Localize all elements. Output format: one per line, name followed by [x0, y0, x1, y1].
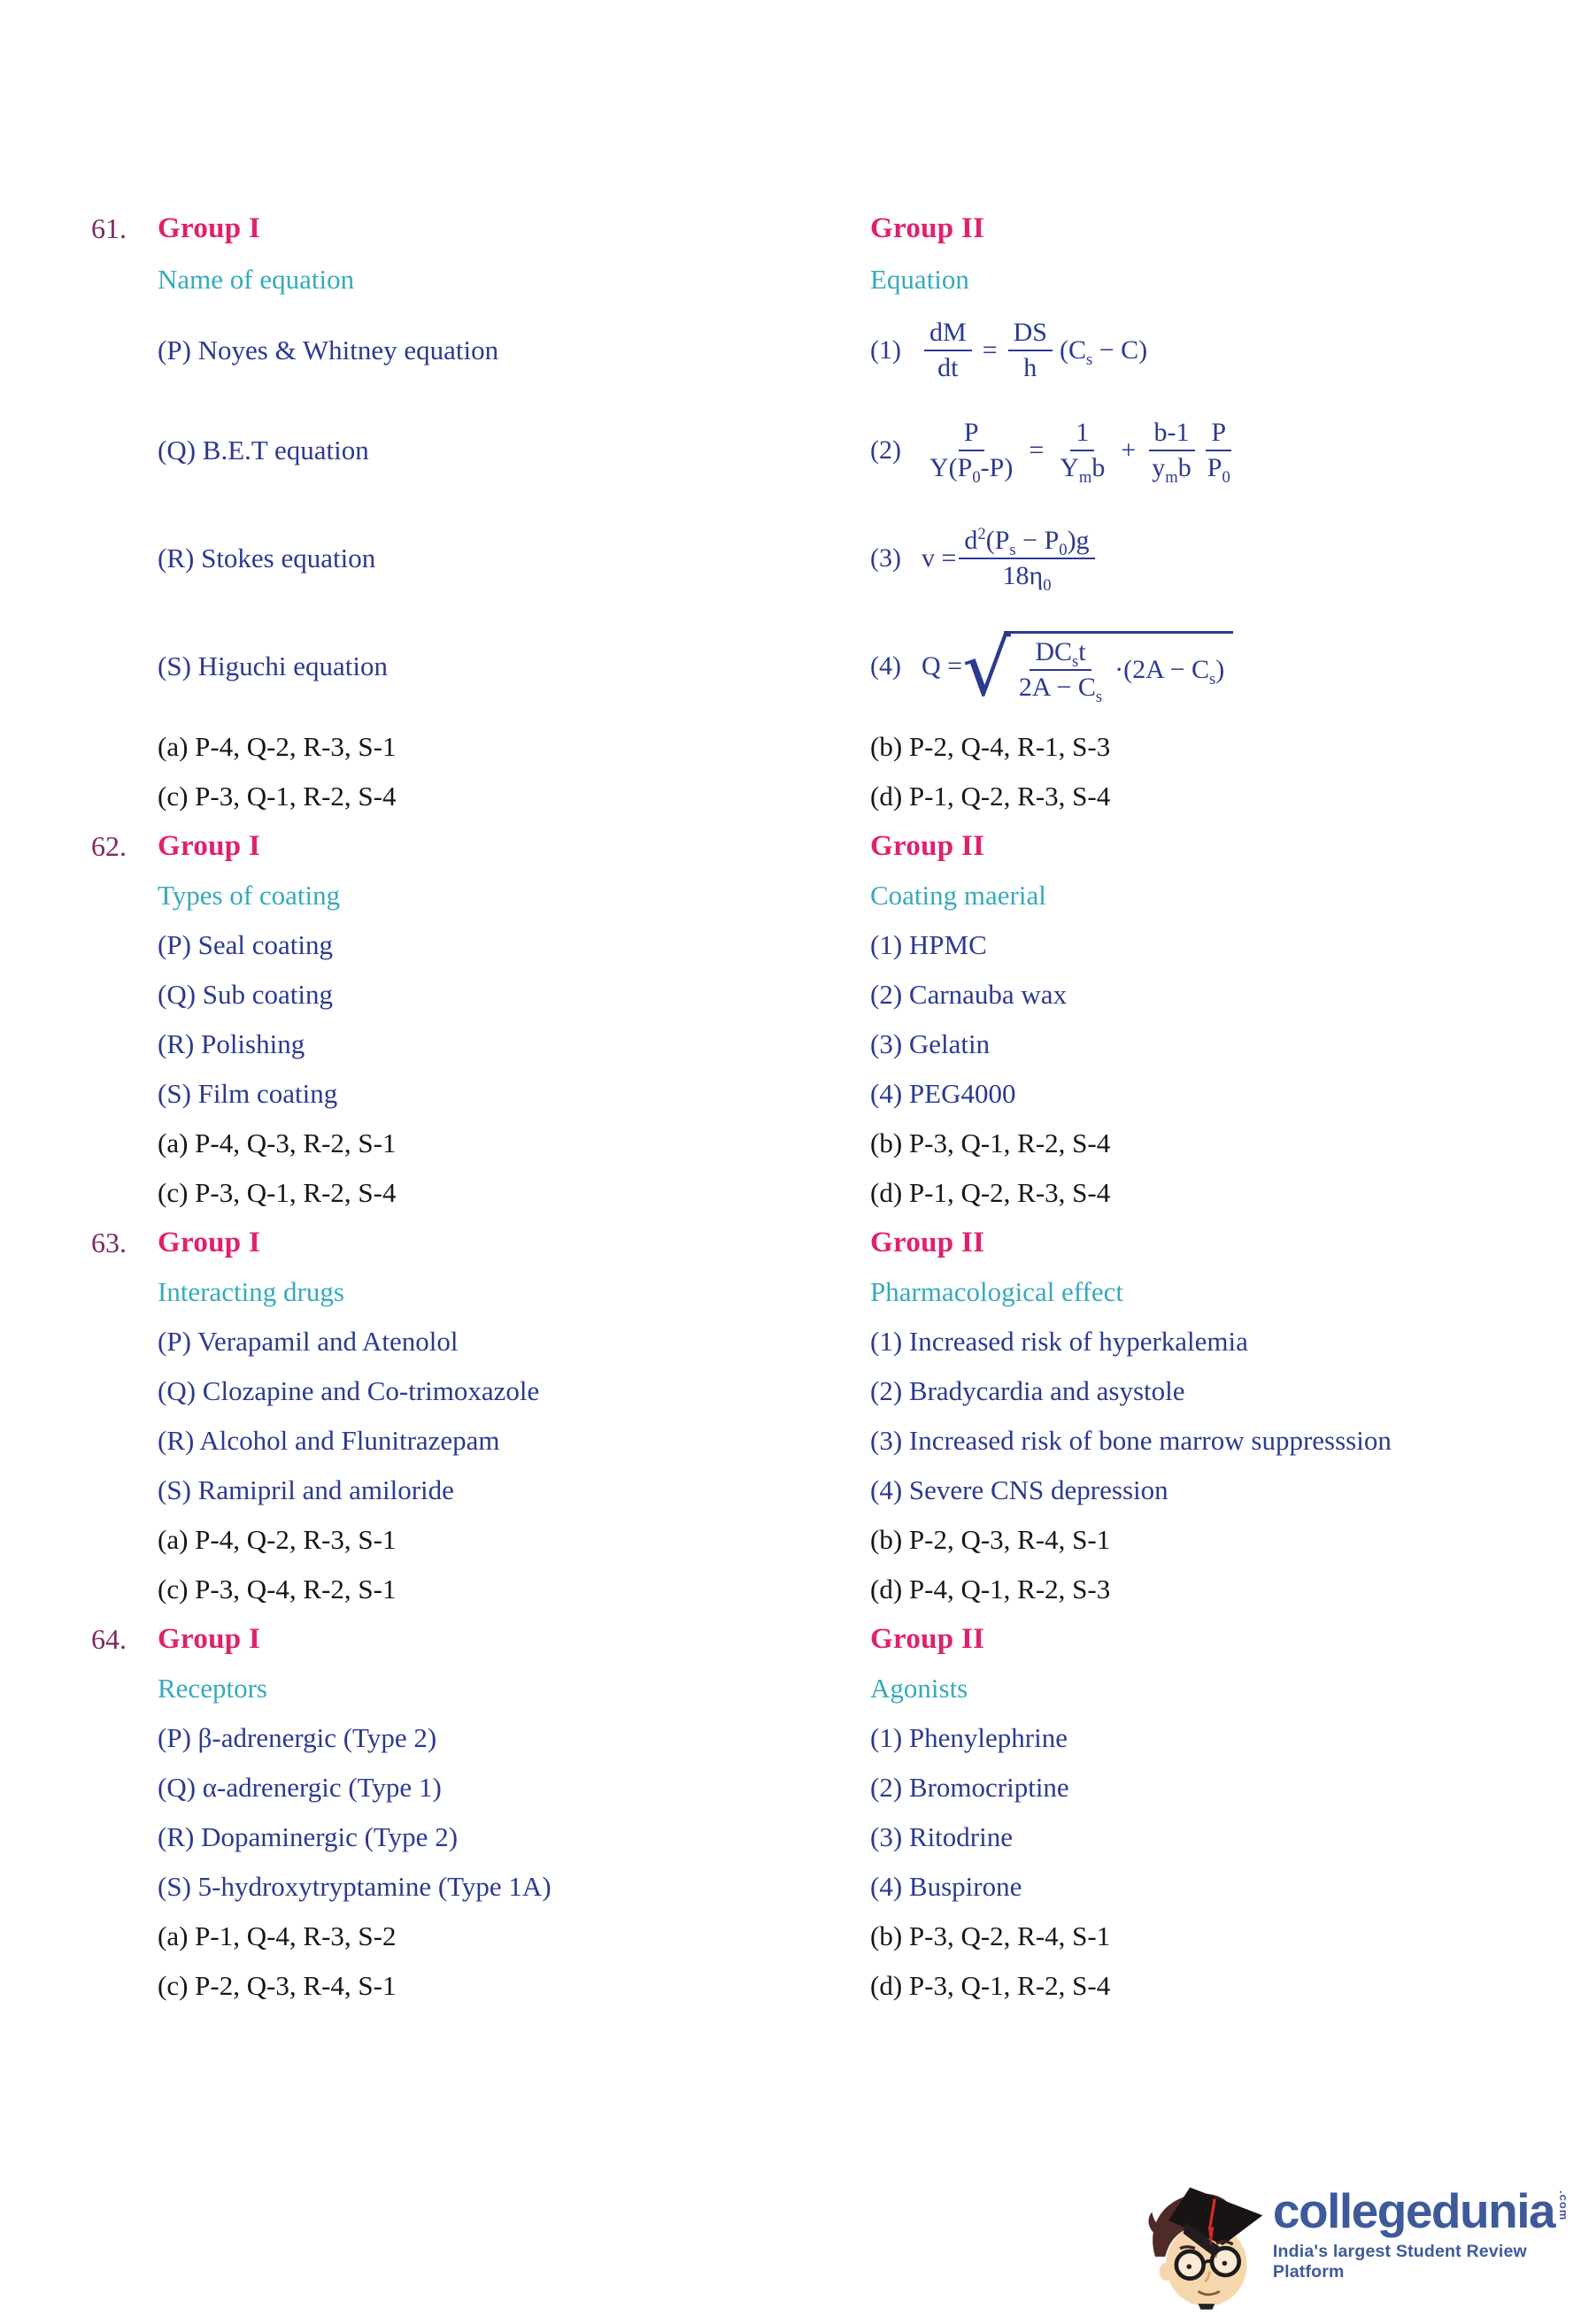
match-item-r: (R) Polishing [158, 1028, 305, 1059]
match-item-2: (2) Bradycardia and asystole [870, 1375, 1185, 1406]
answer-option-a: (a) P-1, Q-4, R-3, S-2 [158, 1920, 397, 1951]
group2-subheading: Agonists [870, 1673, 968, 1704]
match-item-s: (S) 5-hydroxytryptamine (Type 1A) [158, 1871, 551, 1902]
question-62-group1 [158, 821, 870, 1218]
fraction: $\frac{DS}{h}$ [1008, 318, 1053, 383]
match-item-s: (S) Film coating [158, 1078, 338, 1109]
collegedunia-logo [1144, 2173, 1581, 2314]
group2-heading: Group II [870, 829, 985, 862]
answer-option-a: (a) P-4, Q-3, R-2, S-1 [158, 1127, 397, 1158]
answer-option-b: (b) P-3, Q-2, R-4, S-1 [870, 1920, 1111, 1951]
answer-option-c: (c) P-3, Q-1, R-2, S-4 [158, 781, 397, 812]
answer-option-b: (b) P-2, Q-4, R-1, S-3 [870, 731, 1111, 762]
match-item-1: (1) Increased risk of hyperkalemia [870, 1326, 1248, 1357]
answer-option-c: (c) P-3, Q-1, R-2, S-4 [158, 1177, 397, 1208]
match-item-1: (1) Phenylephrine [870, 1722, 1068, 1753]
logo-text: collegedunia [1272, 2183, 1555, 2238]
group1-subheading: Receptors [158, 1673, 267, 1704]
answer-option-d: (d) P-1, Q-2, R-3, S-4 [870, 1177, 1111, 1208]
match-item-p: (P) Verapamil and Atenolol [158, 1326, 459, 1357]
logo-tagline: India's largest Student Review Platform [1272, 2242, 1527, 2282]
match-item-4: (4) Severe CNS depression [870, 1474, 1168, 1505]
match-item-q: (Q) α-adrenergic (Type 1) [158, 1772, 442, 1803]
fraction: $\frac{dM}{dt}$ [924, 318, 972, 383]
question-64-group1 [158, 1614, 870, 2011]
match-item-r: (R) Stokes equation [158, 543, 376, 573]
answer-option-c: (c) P-2, Q-3, R-4, S-1 [158, 1970, 397, 2001]
equation-stokes: (3) v = $\frac{d^2(P_s - P_0)g}{18\eta_0}$ [870, 526, 1098, 591]
match-item-4: (4) Buspirone [870, 1871, 1022, 1902]
match-item-p: (P) β-adrenergic (Type 2) [158, 1722, 437, 1753]
question-62 [91, 821, 1560, 1218]
question-number: 62. [91, 829, 127, 862]
group1-heading: Group I [158, 829, 261, 862]
group2-heading: Group II [870, 212, 985, 244]
answer-option-a: (a) P-4, Q-2, R-3, S-1 [158, 1524, 397, 1555]
fraction: $\frac{b-1}{y_mb}$ [1146, 418, 1196, 483]
match-item-r: (R) Dopaminergic (Type 2) [158, 1821, 459, 1852]
fraction: $\frac{DC_st}{2A - C_s}$ [1018, 636, 1103, 706]
question-62-group2 [870, 821, 1560, 1218]
match-item-q: (Q) Sub coating [158, 979, 334, 1010]
match-item-1: (1) HPMC [870, 929, 987, 960]
equation-bet: (2) $\frac{P}{Y(P_0-P)}$ = $\frac{1}{Y_mb}$ + $\frac{b-1}{y_mb}$ $\frac{P}{P_0}$ [870, 418, 1238, 483]
group2-subheading: Equation [870, 264, 969, 295]
answer-option-d: (d) P-1, Q-2, R-3, S-4 [870, 781, 1111, 812]
match-item-4: (4) PEG4000 [870, 1078, 1016, 1109]
answer-option-d: (d) P-3, Q-1, R-2, S-4 [870, 1970, 1111, 2001]
answer-option-b: (b) P-3, Q-1, R-2, S-4 [870, 1127, 1111, 1158]
radical-sign: √ [962, 624, 1011, 713]
group1-heading: Group I [158, 1226, 261, 1258]
logo-tld: .com [1557, 2190, 1571, 2221]
question-63-group2 [870, 1218, 1560, 1614]
match-item-3: (3) Gelatin [870, 1028, 991, 1059]
question-64 [91, 1614, 1560, 2011]
answer-option-d: (d) P-4, Q-1, R-2, S-3 [870, 1574, 1111, 1604]
equation-noyes-whitney: (1) $\frac{dM}{dt}$ = $\frac{DS}{h}$ $(C_s - C)$ [870, 318, 1148, 382]
group1-subheading: Name of equation [158, 264, 355, 295]
question-64-group2 [870, 1614, 1560, 2011]
group1-heading: Group I [158, 1622, 261, 1655]
question-61 [91, 204, 1560, 821]
match-item-3: (3) Increased risk of bone marrow suppresssion [870, 1425, 1392, 1456]
question-number: 64. [91, 1622, 127, 1655]
group2-heading: Group II [870, 1622, 985, 1655]
match-item-3: (3) Ritodrine [870, 1821, 1013, 1852]
match-item-2: (2) Bromocriptine [870, 1772, 1069, 1803]
fraction: $\frac{1}{Y_mb}$ [1060, 418, 1106, 487]
question-63 [91, 1218, 1560, 1614]
answer-option-c: (c) P-3, Q-4, R-2, S-1 [158, 1574, 397, 1604]
match-item-r: (R) Alcohol and Flunitrazepam [158, 1425, 500, 1456]
group1-heading: Group I [158, 212, 261, 244]
match-item-q: (Q) Clozapine and Co-trimoxazole [158, 1375, 540, 1406]
match-item-p: (P) Noyes & Whitney equation [158, 335, 499, 366]
match-item-2: (2) Carnauba wax [870, 979, 1068, 1010]
logo-text-block [1273, 2173, 1581, 2282]
match-item-s: (S) Higuchi equation [158, 650, 389, 681]
match-item-p: (P) Seal coating [158, 929, 334, 960]
question-number: 63. [91, 1226, 127, 1258]
fraction: $\frac{P}{P_0}$ [1207, 418, 1230, 487]
square-root: √ $\frac{DC_st}{2A - C_s}$ $\cdot(2A - C_s)$ [962, 631, 1233, 703]
question-61-group1 [158, 204, 870, 821]
collegedunia-mascot-icon [1144, 2173, 1268, 2314]
group1-subheading: Interacting drugs [158, 1276, 344, 1307]
group2-subheading: Coating maerial [870, 880, 1046, 911]
group1-subheading: Types of coating [158, 880, 341, 911]
answer-option-b: (b) P-2, Q-3, R-4, S-1 [870, 1524, 1111, 1555]
answer-option-a: (a) P-4, Q-2, R-3, S-1 [158, 731, 397, 762]
group2-subheading: Pharmacological effect [870, 1276, 1124, 1307]
match-item-q: (Q) B.E.T equation [158, 435, 369, 466]
question-number: 61. [91, 212, 127, 244]
question-63-group1 [158, 1218, 870, 1614]
group2-heading: Group II [870, 1226, 985, 1258]
fraction: $\frac{P}{Y(P_0-P)}$ [929, 418, 1014, 487]
fraction: $\frac{d^2(P_s - P_0)g}{18\eta_0}$ [959, 526, 1094, 591]
match-item-s: (S) Ramipril and amiloride [158, 1474, 454, 1505]
equation-higuchi: (4) Q = √ $\frac{DC_st}{2A - C_s}$ $\cdot(2A - C_s)$ [870, 631, 1233, 703]
question-61-group2 [870, 204, 1560, 821]
